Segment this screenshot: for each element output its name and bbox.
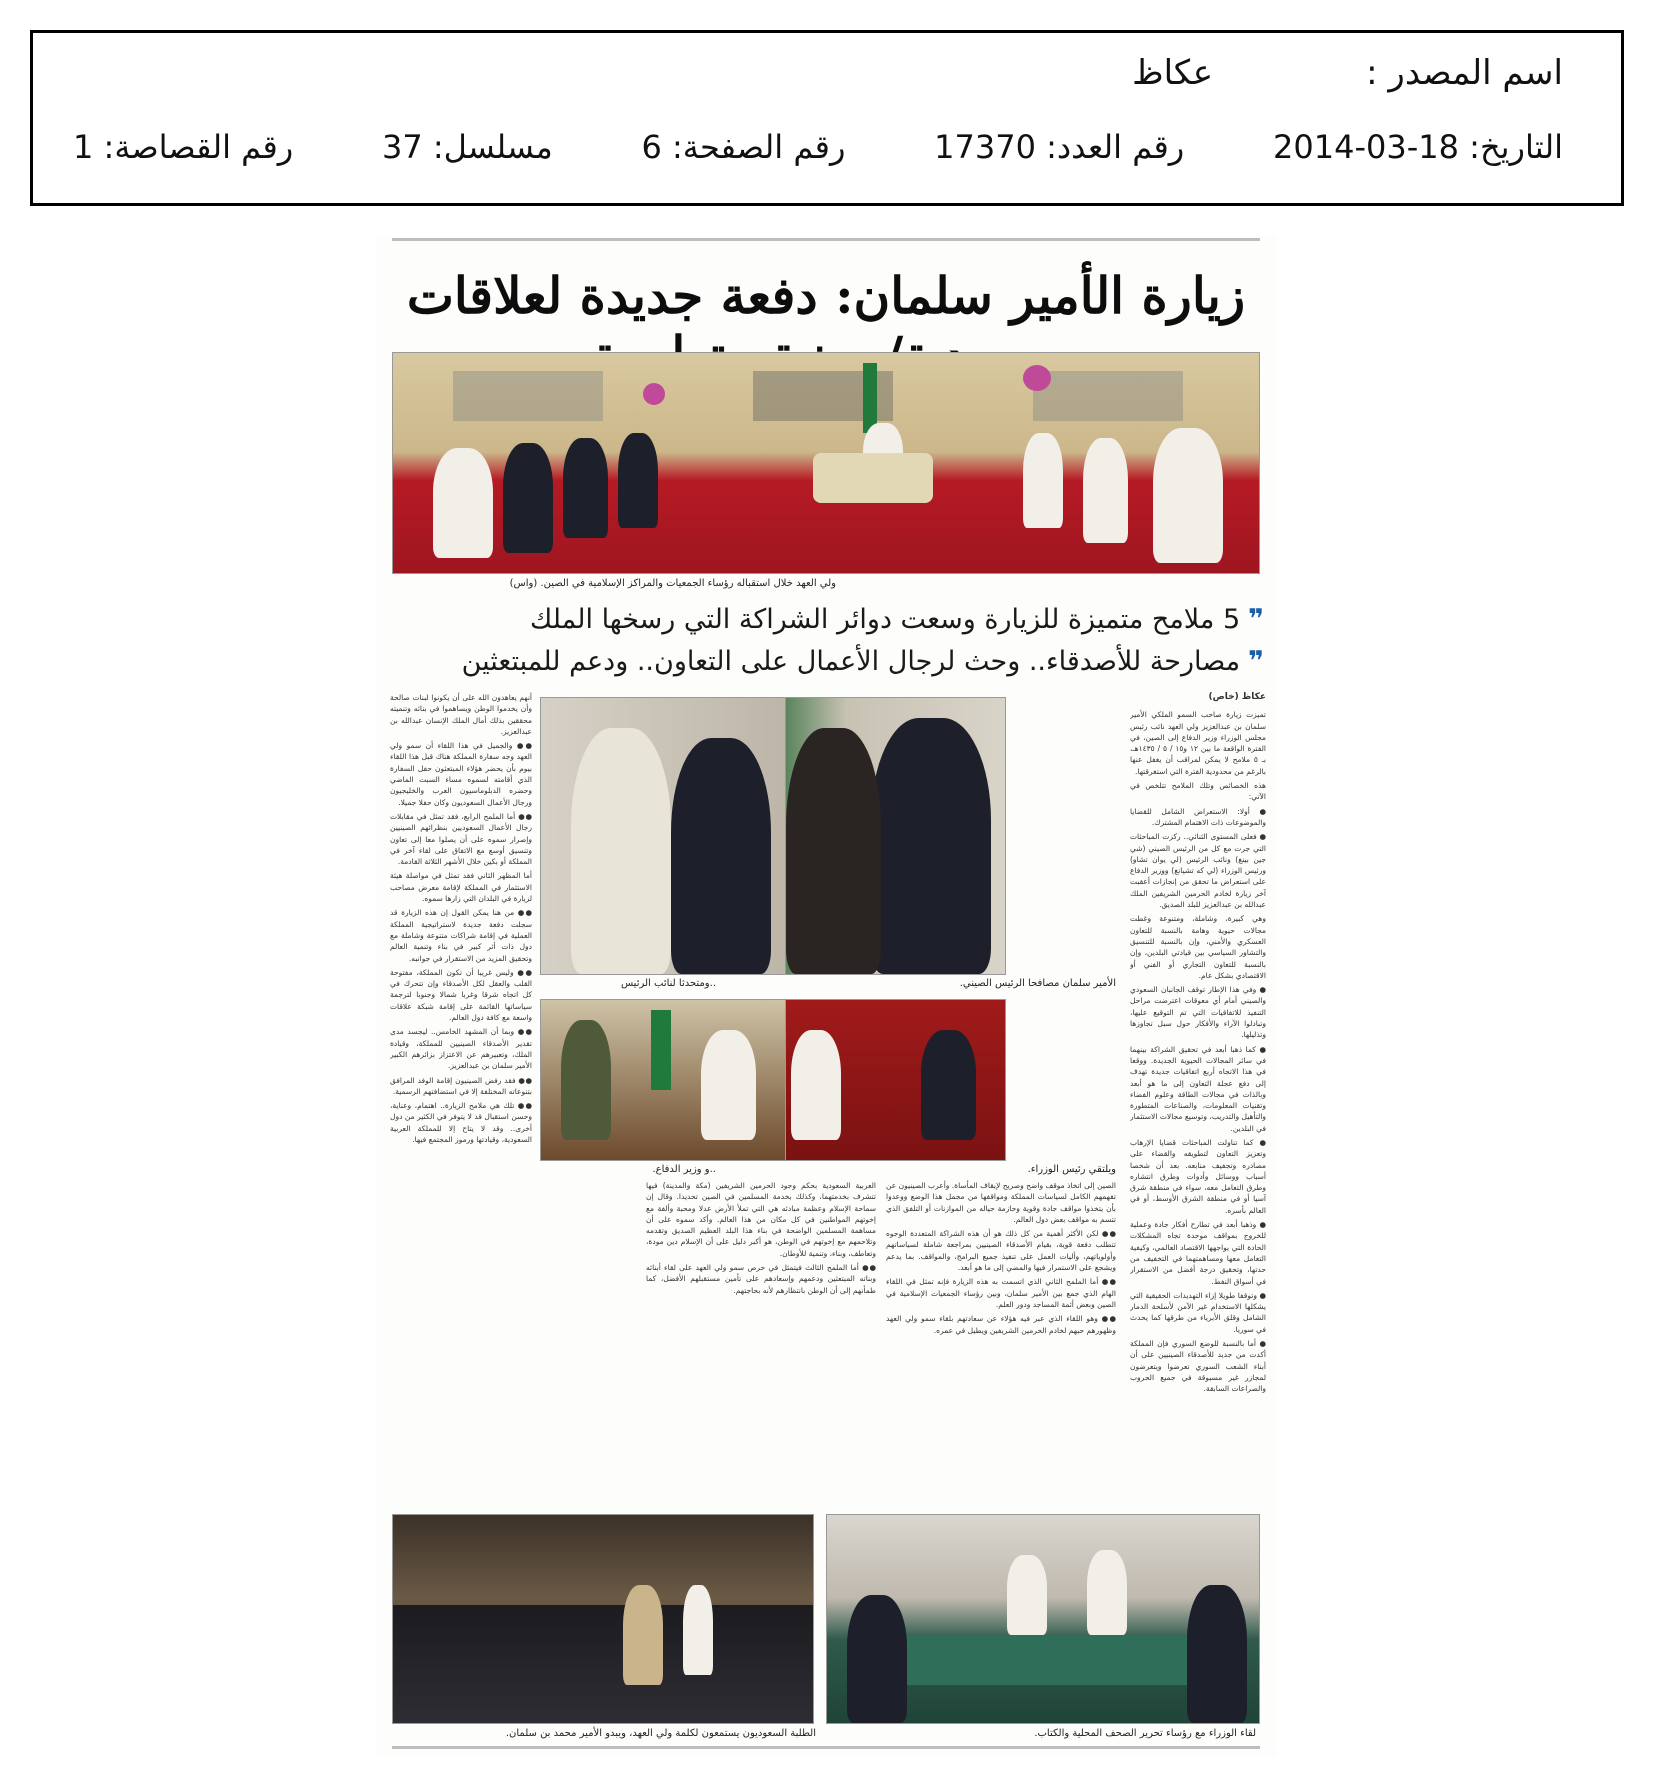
sofa xyxy=(813,453,933,503)
source-row xyxy=(1132,53,1563,93)
guest-figure xyxy=(618,433,658,528)
article-paragraph: ● وفي هذا الإطار توقف الجانبان السعودي والصيني أمام أي معوقات اعترضت مراحل التنفيذ للاتفاقيات التي تم التوقيع عليها، وتبادلوا الآراء والأفكار حول سبل تجاوزها وتذليلها. xyxy=(1130,985,1266,1040)
president-figure xyxy=(871,718,991,974)
issue-field: رقم العدد: 17370 xyxy=(934,128,1185,166)
photo-defense-minister xyxy=(540,999,786,1161)
article-paragraph: ●● وهو اللقاء الذي عبر فيه هؤلاء عن سعادتهم بلقاء سمو ولي العهد وظهورهم حبهم لخادم الحرمين الشريفين ويطيل في عمره. xyxy=(886,1314,1116,1335)
column-paragraphs xyxy=(390,692,532,1145)
defense-minister-figure xyxy=(561,1020,611,1140)
wall-painting xyxy=(1033,371,1183,421)
article-paragraph: الصين إلى اتخاذ موقف واضح وصريح لإيقاف المأساة. وأعرب الصينيون عن تفهمهم الكامل لسياسات المملكة ومواقفها من مجمل هذا الوضع ووعدوا بأن يتخذوا مواقف جادة وقوية وحازمة حياله من الموازنات أو التلفق الذي تتسم به مواقف بعض دول العالم. xyxy=(886,1181,1116,1224)
article-paragraph: ●● أما الملمح الثاني الذي اتسمت به هذه الزيارة فإنه تمثل في اللقاء الهام الذي جمع بين الأمير سلمان، وبين رؤساء الجمعيات الإسلامية في الصين وبعض أئمة المساجد ودور العلم. xyxy=(886,1277,1116,1309)
quote-icon: ❞ xyxy=(1248,646,1264,677)
vice-president-figure xyxy=(671,738,771,974)
caption-vice-president: ..ومتحدثا لنائب الرئيس xyxy=(620,978,716,989)
article-paragraph: ●● وبما أن المشهد الخامس.. ليجسد مدى تقدير الأصدقاء الصينيين للمملكة، وقيادة الملك، وتعبيرهم عن الاعتزاز بزائرهم الكبير الأمير سلمان بن عبدالعزيز. xyxy=(390,1027,532,1071)
wall-painting xyxy=(453,371,603,421)
subheadline-1 xyxy=(530,604,1264,635)
guest-figure xyxy=(433,448,493,558)
photo-vice-president xyxy=(540,697,786,975)
attendee-figure xyxy=(1187,1585,1247,1723)
article-paragraph: ● أما بالنسبة للوضع السوري فإن المملكة أكدت من جديد للأصدقاء الصينيين على أن أبناء الشعب السوري تعرضوا ويتعرضون لمجازر غير مسبوقة في جميع الحروب والصراعات السابقة. xyxy=(1130,1339,1266,1394)
column-paragraphs xyxy=(886,1180,1116,1336)
audience xyxy=(393,1605,813,1723)
newspaper-clipping xyxy=(376,236,1276,1756)
article-paragraph: ● وذهبا أبعد في تطارح أفكار جادة وعملية للخروج بمواقف موحدة تجاه المشكلات الحادة التي يواجهها الاقتصاد العالمي، وكيفية التعامل معها ومساهمتهما في التخفيف من حدتها، وتحقيق درجة أفضل من الاستقرار في أسواق النفط. xyxy=(1130,1220,1266,1286)
article-paragraph: ● كما تناولت المباحثات قضايا الإرهاب وتعزيز التعاون لتطويقه والقضاء على مصادره وتجفيف منابعه. بعد أن شخصا أسباب ووسائل وأدوات وطرق انتشاره وطرق التعامل معه، سواء في منطقة شرق آسيا أو في منطقة الشرق الأوسط، أو في العالم بأسره. xyxy=(1130,1137,1266,1215)
caption-defense: ..و وزير الدفاع. xyxy=(652,1164,716,1175)
attendee-figure xyxy=(1007,1555,1047,1635)
prince-figure xyxy=(571,728,671,974)
prince-figure xyxy=(701,1030,756,1140)
column-paragraphs xyxy=(1130,709,1266,1394)
serial-field: مسلسل: 37 xyxy=(381,128,553,166)
clipping-metadata-box xyxy=(30,30,1624,206)
subheadline-2 xyxy=(462,646,1264,677)
article-column-mid-right xyxy=(886,1180,1116,1500)
caption-premier: ويلتقي رئيس الوزراء. xyxy=(1027,1164,1116,1175)
article-paragraph: ● كما ذهبا أبعد في تحقيق الشراكة بينهما في سائر المجالات الحيوية الجديدة. ووقعا في هذا الاتجاه أربع اتفاقيات جديدة تهدف إلى دفع عجلة التعاون إلى ما هو أبعد وبالذات في مجالات الطاقة وعلوم الفضاء وتقنيات المعلومات، والصناعات المتطورة والتأهيل والتدريب، وتوسيع مجالات الاستثمار في البلدين. xyxy=(1130,1044,1266,1133)
article-paragraph: ● أولا: الاستعراض الشامل للقضايا والموضوعات ذات الاهتمام المشترك. xyxy=(1130,806,1266,827)
source-value: عكاظ xyxy=(1132,53,1213,93)
delegation-figure xyxy=(1153,428,1223,563)
subheadline-1-text: 5 ملامح متميزة للزيارة وسعت دوائر الشراكة التي رسخها الملك xyxy=(529,604,1241,635)
article-paragraph: ● فعلى المستوى الثنائي.. ركزت المباحثات التي جرت مع كل من الرئيس الصيني (شي جين بينغ) ونائب الرئيس (لي يوان تشاو) ورئيس الوزراء (لي كه تشيانغ) ووزير الدفاع على استعراض ما تحقق من إنجازات أعقبت آخر زيارة لخادم الحرمين الشريفين الملك عبدالله بن عبدالعزيز للبلد الصديق. xyxy=(1130,832,1266,910)
main-reception-photo xyxy=(392,352,1260,574)
saudi-flag xyxy=(863,363,877,433)
subheadline-2-text: مصارحة للأصدقاء.. وحث لرجال الأعمال على التعاون.. ودعم للمبتعثين xyxy=(461,646,1241,677)
article-paragraph: أما المظهر الثاني فقد تمثل في مواصلة هيئة الاستثمار في المملكة لإقامة معرض مصاحب لزيارة في البلدان التي زارها سموه. xyxy=(390,871,532,904)
metadata-row xyxy=(73,128,1563,166)
article-paragraph: ●● والجميل في هذا اللقاء أن سمو ولي العهد وجه سفارة المملكة هناك قبل هذا اللقاء بيوم بأن يحضر هؤلاء المبتعثون حفل السفارة الذي أقامته لسموه مساء السبت الماضي وحضره الدبلوماسيون العرب والخليجيون ورجال الأعمال السعوديون وكان حفلا جميلا. xyxy=(390,741,532,807)
article-paragraph: العربية السعودية بحكم وجود الحرمين الشريفين (مكة والمدينة) فيها تتشرف بخدمتهما، وكذلك بخدمة المسلمين في الصين تحديدا. وقال إن سماحة الإسلام وعظمة مبادئه هي التي تملأ الأرض عدلا ومحبة وألفة مع إخوتهم المواطنين في كل مكان من هذا العالم. وأكد سموه على أن مساهمة المسلمين الواضحة في بناء هذا البلد العظيم الصديق وتقدمه وتلاحمهم مع إخوتهم في الوطن، هو أكبر دليل على أن الإسلام دين مودة، وتعاطف، وبناء، وتنمية للأوطان. xyxy=(646,1181,876,1258)
delegation-figure xyxy=(1023,433,1063,528)
article-paragraph: ●● تلك هي ملامح الزيارة.. اهتمام، وعناية، وحسن استقبال قد لا يتوفر في الكثير من دول أخرى.. وقد لا يتاح إلا للمملكة العربية السعودية، وقيادتها ورموز المجتمع فيها. xyxy=(390,1101,532,1144)
article-paragraph: أنهم يعاهدون الله على أن يكونوا لبنات صالحة وأن يخدموا الوطن ويساهموا في بنائه وتنميته محققين بذلك أمال الملك الإنسان عبدالله بن عبدالعزيز. xyxy=(390,693,532,736)
attendee-figure xyxy=(847,1595,907,1723)
delegation-figure xyxy=(1083,438,1128,543)
attendee-figure xyxy=(683,1585,713,1675)
page-field: رقم الصفحة: 6 xyxy=(641,128,846,166)
attendee-figure xyxy=(1087,1550,1127,1635)
photo-editors-meeting xyxy=(826,1514,1260,1724)
article-paragraph: وهي كبيرة، وشاملة، ومتنوعة وغطت مجالات حيوية وهامة بالنسبة للتعاون العسكري والأمني، وإن بالنسبة للتنسيق والتشاور السياسي بين قيادتي البلدين، وإن بالنسبة للتعاون التجاري أو الفني أو الاقتصادي بشكل عام. xyxy=(1130,914,1266,980)
article-paragraph: ●● فقد رفض الصينيون إقامة الوفد المرافق بتنوعاته المختلفة إلا في استضافتهم الرسمية. xyxy=(390,1075,532,1096)
caption-editors: لقاء الوزراء مع رؤساء تحرير الصحف المحلية والكتاب. xyxy=(1034,1728,1256,1739)
photo-students-gathering xyxy=(392,1514,814,1724)
prince-figure xyxy=(791,1030,841,1140)
caption-students: الطلبة السعوديون يستمعون لكلمة ولي العهد، ويبدو الأمير محمد بن سلمان. xyxy=(505,1728,816,1739)
caption-president: الأمير سلمان مصافحا الرئيس الصيني. xyxy=(959,978,1116,989)
article-paragraph: هذه الخصائص وتلك الملامح تتلخص في الآتي: xyxy=(1130,781,1266,802)
article-headline: زيارة الأمير سلمان: دفعة جديدة لعلاقات xyxy=(406,266,1246,325)
article-paragraph: تميزت زيارة صاحب السمو الملكي الأمير سلمان بن عبدالعزيز ولي العهد نائب رئيس مجلس الوزراء وزير الدفاع إلى الصين، في الفترة الواقعة ما بين ١٢ و١٥ / ٥ / ١٤٣٥هـ، بـ ٥ ملامح لا يمكن لمراقب أن يغفل عنها بالرغم من محدودية الفترة التي استغرقتها. xyxy=(1130,710,1266,776)
column-paragraphs xyxy=(646,1180,876,1296)
article-paragraph: ●● وليس غريبا أن تكون المملكة، مفتوحة القلب والعقل لكل الأصدقاء وإن تتحرك في كل اتجاه شرقا وغربا شمالا وجنوبا لترجمة سياساتها القائمة على إقامة شبكة علاقات واسعة مع كافة دول العالم. xyxy=(390,967,532,1023)
orchid-flowers xyxy=(643,383,665,405)
meeting-table xyxy=(867,1635,1217,1685)
orchid-flowers xyxy=(1023,365,1051,391)
quote-icon: ❞ xyxy=(1248,604,1264,635)
top-rule xyxy=(392,238,1260,241)
article-paragraph: ●● أما الملمح الثالث فيتمثل في حرص سمو ولي العهد على لقاء أبنائه وبناته المبتعثين ودعمهم وإسعادهم على تأمين مستقبلهم الأفضل، كما طمأنهم إلى أن الوطن بانتظارهم لأنه بحاجتهم. xyxy=(646,1263,876,1295)
prince-figure xyxy=(623,1585,663,1685)
main-photo-caption: ولي العهد خلال استقباله رؤساء الجمعيات والمراكز الإسلامية في الصين. (واس) xyxy=(509,578,836,589)
date-field: التاريخ: 18-03-2014 xyxy=(1273,128,1563,166)
guest-figure xyxy=(503,443,553,553)
photo-premier xyxy=(760,999,1006,1161)
article-paragraph: ●● أما الملمح الرابع، فقد تمثل في مقابلات رجال الأعمال السعوديين بنظرائهم الصينيين وإصرار سموه على أن يصلوا معا إلى تعاون وتنسيق أوسع مع الاتفاق على لقاء آخر في المملكة أو بكين خلال الأشهر الثلاثة القادمة. xyxy=(390,811,532,867)
saudi-flag xyxy=(651,1010,671,1090)
byline: عكاظ (خاص) xyxy=(1208,692,1266,702)
source-label: اسم المصدر : xyxy=(1366,53,1563,93)
premier-figure xyxy=(921,1030,976,1140)
photo-president-handshake xyxy=(760,697,1006,975)
prince-figure xyxy=(786,728,881,974)
article-paragraph: ●● لكن الأكثر أهمية من كل ذلك هو أن هذه الشراكة المتعددة الوجوه تتطلب دفعة قوية، بقيام الأصدقاء الصينيين بمراجعة شاملة لسياساتهم وأولوياتهم، وأليات العمل على تنفيذ جميع البرامج، والمواقف. بما يدعم ويشجع على الاستمرار فيها والمضي إلى ما هو أبعد. xyxy=(886,1229,1116,1273)
article-paragraph: ● وتوقفا طويلا إزاء التهديدات الحقيقية التي يشكلها الاستخدام غير الآمن لأسلحة الدمار الشامل وقلق الأبرياء من طرقها كما يحدث في سوريا. xyxy=(1130,1290,1266,1334)
bottom-rule xyxy=(392,1746,1260,1749)
article-column-mid-left xyxy=(646,1180,876,1500)
guest-figure xyxy=(563,438,608,538)
article-column-right xyxy=(1130,692,1266,1500)
article-column-left xyxy=(390,692,532,1500)
article-paragraph: ●● من هنا يمكن القول إن هذه الزيارة قد سجلت دفعة جديدة لاستراتيجية المملكة العملية في إقامة شراكات متنوعة وشاملة مع دول ذات أثر كبير في بناء وتنمية العالم وتحقيق المزيد من الاستقرار في جوانبه. xyxy=(390,908,532,963)
clip-number-field: رقم القصاصة: 1 xyxy=(73,128,294,166)
